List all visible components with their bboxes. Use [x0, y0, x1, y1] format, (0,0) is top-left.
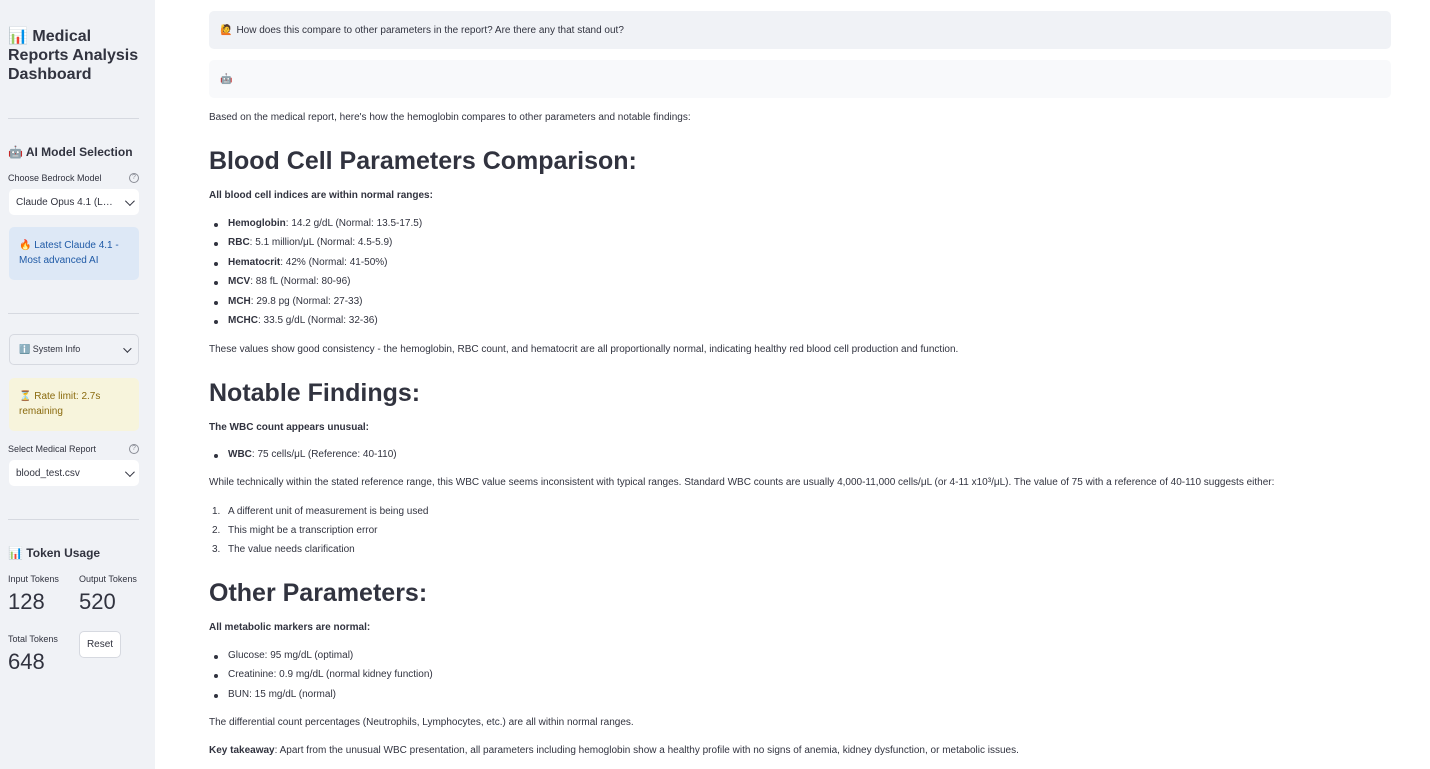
bullet: [214, 674, 218, 678]
list-item: MCH: 29.8 pg (Normal: 27-33): [228, 296, 363, 307]
bullet: [214, 262, 218, 266]
robot-icon: 🤖: [8, 145, 23, 159]
sidebar: [0, 0, 155, 769]
rate-limit-warning: [9, 378, 139, 431]
section-note: The differential count percentages (Neutrophils, Lymphocytes, etc.) are all within normal ranges.: [209, 717, 634, 728]
model-info-alert: [9, 227, 139, 280]
chart-icon: 📊: [8, 28, 28, 45]
bullet: [214, 223, 218, 227]
section-heading: Notable Findings:: [209, 379, 421, 407]
list-item: A different unit of measurement is being used: [228, 506, 429, 517]
bullet: [214, 242, 218, 246]
bullet: [214, 301, 218, 305]
app-title: [8, 27, 148, 84]
reset-button[interactable]: Reset: [79, 631, 121, 658]
chart-icon: 📊: [8, 546, 23, 560]
robot-icon: 🤖: [220, 73, 233, 85]
info-icon: ℹ️: [19, 344, 31, 354]
system-info-expander[interactable]: [9, 334, 139, 365]
key-takeaway: Key takeaway: Apart from the unusual WBC presentation, all parameters including hemoglobin show a healthy profile with no signs of anemia, kidney dysfunction, or metabolic issues.: [209, 745, 1019, 756]
list-item: MCHC: 33.5 g/dL (Normal: 32-36): [228, 315, 378, 326]
list-item: WBC: 75 cells/μL (Reference: 40-110): [228, 449, 397, 460]
input-tokens-label: Input Tokens: [8, 574, 59, 584]
model-select[interactable]: [9, 189, 139, 215]
help-icon[interactable]: ?: [129, 173, 139, 183]
output-tokens-label: Output Tokens: [79, 574, 137, 584]
list-item: The value needs clarification: [228, 544, 355, 555]
list-item: BUN: 15 mg/dL (normal): [228, 689, 336, 700]
user-avatar-icon: 🙋: [220, 24, 233, 36]
token-section-title: [8, 546, 100, 560]
section-lead: The WBC count appears unusual:: [209, 422, 370, 433]
output-tokens-value: 520: [79, 589, 116, 614]
chevron-down-icon: [123, 344, 131, 352]
help-icon[interactable]: ?: [129, 444, 139, 454]
list-number: 2.: [212, 525, 221, 536]
bullet: [214, 454, 218, 458]
list-number: 3.: [212, 544, 221, 555]
section-heading: Blood Cell Parameters Comparison:: [209, 147, 637, 175]
model-select-value: Claude Opus 4.1 (L…: [16, 196, 113, 208]
hourglass-icon: ⏳: [19, 391, 32, 402]
section-lead: All blood cell indices are within normal ranges:: [209, 190, 433, 201]
model-info-text: Latest Claude 4.1 - Most advanced AI: [19, 240, 119, 266]
chat-area: [155, 0, 1430, 769]
report-select-value: blood_test.csv: [16, 467, 80, 479]
token-section-title-text: Token Usage: [26, 546, 101, 560]
sidebar-divider: [8, 519, 139, 520]
list-item: This might be a transcription error: [228, 525, 378, 536]
chevron-down-icon: [125, 467, 135, 477]
report-select[interactable]: [9, 460, 139, 486]
list-item: Creatinine: 0.9 mg/dL (normal kidney function): [228, 669, 433, 680]
total-tokens-value: 648: [8, 649, 45, 674]
user-message: [209, 11, 1391, 49]
bullet: [214, 281, 218, 285]
section-note: While technically within the stated reference range, this WBC value seems inconsistent with typical ranges. Standard WBC counts are usually 4,000-11,000 cells/μL (or 4-11 x10³/μL). The value of 75 with a reference of 40-110 suggests either:: [209, 477, 1275, 488]
sidebar-divider: [8, 118, 139, 119]
section-lead: All metabolic markers are normal:: [209, 622, 371, 633]
bullet: [214, 320, 218, 324]
report-select-label: Select Medical Report: [8, 444, 97, 454]
bullet: [214, 655, 218, 659]
user-message-text: How does this compare to other parameters in the report? Are there any that stand out?: [236, 24, 624, 36]
list-item: Hematocrit: 42% (Normal: 41-50%): [228, 257, 388, 268]
model-select-label: Choose Bedrock Model: [8, 173, 102, 183]
assistant-intro: Based on the medical report, here's how the hemoglobin compares to other parameters and notable findings:: [209, 112, 691, 123]
list-item: Glucose: 95 mg/dL (optimal): [228, 650, 354, 661]
section-heading: Other Parameters:: [209, 579, 428, 607]
assistant-message-header: [209, 60, 1391, 98]
model-section-title-text: AI Model Selection: [25, 145, 133, 159]
total-tokens-label: Total Tokens: [8, 634, 58, 644]
app-title-text: Medical Reports Analysis Dashboard: [8, 28, 139, 83]
input-tokens-value: 128: [8, 589, 45, 614]
rate-limit-text: Rate limit: 2.7s remaining: [19, 391, 101, 417]
chevron-down-icon: [125, 196, 135, 206]
fire-icon: 🔥: [19, 240, 32, 251]
sidebar-divider: [8, 313, 139, 314]
system-info-label: System Info: [32, 344, 81, 354]
list-item: Hemoglobin: 14.2 g/dL (Normal: 13.5-17.5): [228, 218, 423, 229]
model-section-title: [8, 145, 133, 159]
list-item: MCV: 88 fL (Normal: 80-96): [228, 276, 351, 287]
list-number: 1.: [212, 506, 221, 517]
bullet: [214, 694, 218, 698]
section-note: These values show good consistency - the hemoglobin, RBC count, and hematocrit are all proportionally normal, indicating healthy red blood cell production and function.: [209, 344, 959, 355]
list-item: RBC: 5.1 million/μL (Normal: 4.5-5.9): [228, 237, 393, 248]
